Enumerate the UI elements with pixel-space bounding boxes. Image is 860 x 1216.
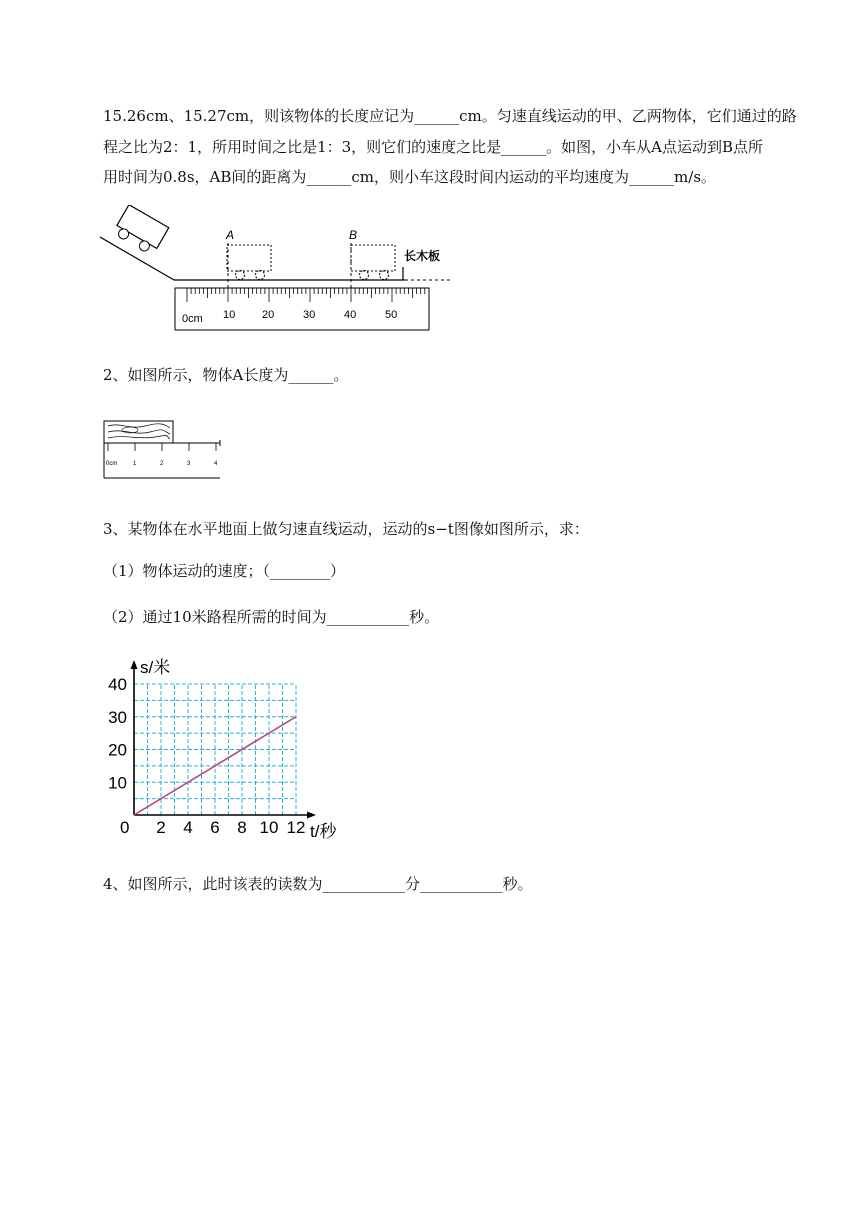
x-tick-label: 2 (156, 818, 166, 837)
para1-line1: 15.26cm、15.27cm，则该物体的长度应记为______cm。匀速直线运动的甲、乙两物体，它们通过的路 (103, 107, 797, 125)
ruler-label-0: 0cm (182, 313, 203, 325)
chart-xlabel: t/秒 (310, 822, 337, 840)
q3-sub2: （2）通过10米路程所需的时间为___________秒。 (103, 608, 440, 626)
q2-text: 2、如图所示，物体A长度为______。 (103, 366, 349, 384)
para1-line2: 程之比为2：1，所用时间之比是1：3，则它们的速度之比是______。如图，小车从A点运动到B点所 (103, 138, 764, 156)
x-tick-label: 10 (259, 818, 279, 837)
label-b: B (349, 228, 358, 242)
para1-line3: 用时间为0.8s，AB间的距离为______cm，则小车这段时间内运动的平均速度为______m/s。 (103, 168, 717, 186)
wood-ruler-figure (100, 418, 225, 480)
ramp-line (100, 237, 174, 280)
y-tick-label: 10 (108, 773, 127, 793)
cart-a-outline (227, 245, 271, 271)
x-axis-arrow (307, 812, 316, 819)
ruler2-label-1: 1 (133, 461, 137, 467)
ruler-label-50: 50 (385, 309, 398, 321)
chart-grid (134, 684, 296, 815)
ruler-label-40: 40 (344, 309, 357, 321)
q3-stem: 3、某物体在水平地面上做匀速直线运动，运动的s−t图像如图所示，求： (103, 520, 589, 538)
board-label: 长木板 (404, 249, 441, 263)
ruler2-ticks (108, 443, 216, 451)
y-tick-label: 30 (108, 707, 127, 727)
x-tick-label: 0 (120, 818, 130, 837)
chart-ylabel: s/米 (140, 658, 171, 677)
ruler-label-20: 20 (262, 309, 275, 321)
cart-b-outline (351, 245, 395, 271)
cart-ramp-figure (100, 205, 460, 335)
x-tick-label: 4 (183, 818, 193, 837)
ruler-label-30: 30 (303, 309, 316, 321)
x-tick-label: 6 (210, 818, 220, 837)
label-a: A (226, 228, 235, 242)
x-tick-label: 12 (286, 818, 306, 837)
ruler2-label-4: 4 (214, 461, 218, 467)
y-axis-arrow (131, 660, 138, 669)
q4-text: 4、如图所示，此时该表的读数为___________分___________秒。 (103, 875, 533, 893)
ruler2-label-2: 2 (160, 461, 164, 467)
ruler2-label-0: 0cm (106, 461, 118, 467)
y-tick-label: 40 (108, 675, 127, 694)
st-chart (96, 655, 346, 840)
ruler-label-10: 10 (223, 309, 236, 321)
x-tick-label: 8 (237, 818, 247, 837)
y-tick-label: 20 (108, 740, 127, 760)
ruler2-label-3: 3 (187, 461, 191, 467)
q3-sub1: （1）物体运动的速度；（________） (103, 562, 346, 580)
chart-x-tick-labels (120, 818, 305, 837)
chart-y-tick-labels (108, 675, 127, 792)
